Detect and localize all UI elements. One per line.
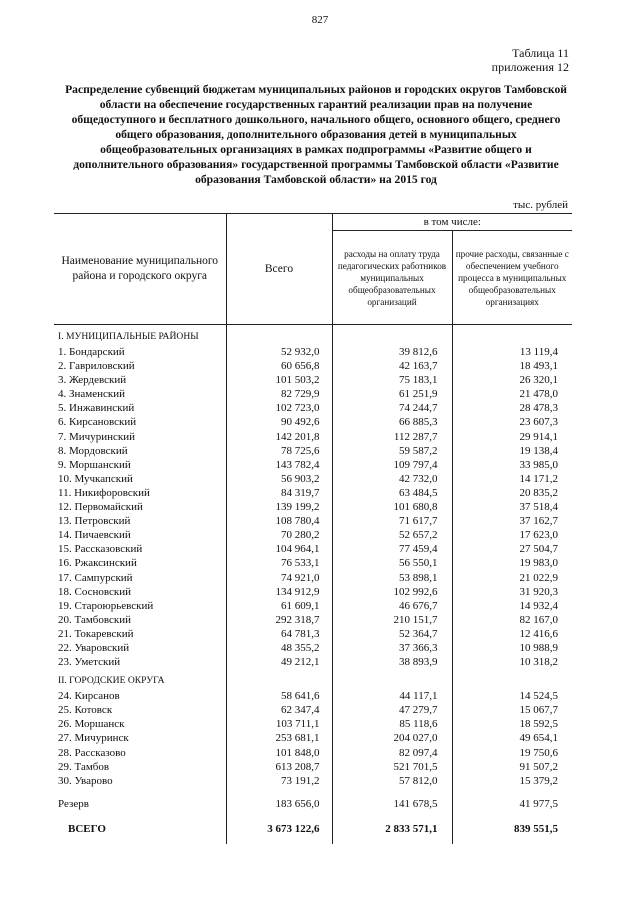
cell-salaries: 42 732,0: [332, 472, 452, 486]
cell-total: 104 964,1: [226, 542, 332, 556]
cell-other: 37 518,4: [519, 501, 558, 514]
cell-total: 70 280,2: [226, 528, 332, 542]
cell-salaries: 42 163,7: [332, 359, 452, 373]
section-title: II. ГОРОДСКИЕ ОКРУГА: [54, 669, 226, 689]
cell-total: 139 199,2: [226, 500, 332, 514]
cell-total: 102 723,0: [226, 401, 332, 415]
cell-name: 12. Первомайский: [54, 500, 226, 514]
header-salaries: расходы на оплату труда педагогических работников муниципальных общеобразовательных организаций: [332, 231, 452, 325]
cell-total: 48 355,2: [226, 641, 332, 655]
table-reference: [492, 46, 569, 74]
cell-other: 28 478,3: [519, 402, 558, 415]
cell-other: 41 977,5: [519, 797, 558, 810]
cell-salaries: 141 678,5: [332, 794, 452, 814]
section-row: [54, 669, 572, 689]
cell-other: 15 067,7: [519, 704, 558, 717]
cell-total: 73 191,2: [226, 774, 332, 788]
cell-name: 24. Кирсанов: [54, 689, 226, 703]
cell-name: 16. Ржаксинский: [54, 556, 226, 570]
header-other: прочие расходы, связанные с обеспечением учебного процесса в муниципальных общеобразовательных организациях: [452, 231, 572, 325]
cell-other: 19 983,0: [519, 557, 558, 570]
cell-salaries: 102 992,6: [332, 585, 452, 599]
table-row: [54, 703, 572, 717]
cell-total: 108 780,4: [226, 514, 332, 528]
cell-total: 84 319,7: [226, 486, 332, 500]
cell-other: 12 416,6: [519, 627, 558, 640]
table-row: [54, 627, 572, 641]
grand-total-row: [54, 814, 572, 844]
table-row: [54, 717, 572, 731]
table-row: [54, 641, 572, 655]
cell-other: 10 988,9: [519, 641, 558, 654]
cell-total: 76 533,1: [226, 556, 332, 570]
table-row: [54, 415, 572, 429]
cell-other: 33 985,0: [519, 458, 558, 471]
table-row: [54, 486, 572, 500]
cell-other: 21 478,0: [519, 388, 558, 401]
table-row: [54, 472, 572, 486]
cell-salaries: 101 680,8: [332, 500, 452, 514]
cell-other: 19 138,4: [519, 444, 558, 457]
table-row: [54, 387, 572, 401]
cell-name: 5. Инжавинский: [54, 401, 226, 415]
cell-total: 101 848,0: [226, 746, 332, 760]
cell-name: 7. Мичуринский: [54, 430, 226, 444]
cell-salaries: 77 459,4: [332, 542, 452, 556]
table-row: [54, 746, 572, 760]
cell-salaries: 112 287,7: [332, 430, 452, 444]
cell-salaries: 71 617,7: [332, 514, 452, 528]
cell-total: 143 782,4: [226, 458, 332, 472]
cell-salaries: 74 244,7: [332, 401, 452, 415]
table-row: [54, 542, 572, 556]
table-row: [54, 571, 572, 585]
cell-salaries: 109 797,4: [332, 458, 452, 472]
cell-salaries: 210 151,7: [332, 613, 452, 627]
cell-other: 839 551,5: [514, 822, 558, 835]
cell-total: 58 641,6: [226, 689, 332, 703]
document-title: Распределение субвенций бюджетам муниципальных районов и городских округов Тамбовской области на обеспечение государственных гарантий реализации прав на получение общедоступного и бесплатного дошкольного, начального общего, основного общего, среднего общего образования, дополнительного образования детей в муниципальных общеобразовательных организациях в рамках подпрограммы «Развитие общего и дополнительного образования» государственной программы Тамбовской области «Развитие образования Тамбовской области» на 2015 год: [65, 83, 567, 186]
table-row: [54, 528, 572, 542]
cell-name: 13. Петровский: [54, 514, 226, 528]
cell-other: 23 607,3: [519, 416, 558, 429]
cell-total: 292 318,7: [226, 613, 332, 627]
cell-other: 49 654,1: [519, 732, 558, 745]
cell-name: 27. Мичуринск: [54, 731, 226, 745]
cell-total: 613 208,7: [226, 760, 332, 774]
cell-name: 17. Сампурский: [54, 571, 226, 585]
cell-other: 91 507,2: [519, 760, 558, 773]
cell-name: ВСЕГО: [54, 814, 226, 844]
cell-other: 19 750,6: [519, 746, 558, 759]
cell-total: 90 492,6: [226, 415, 332, 429]
cell-other: 31 920,3: [519, 585, 558, 598]
table-row: [54, 731, 572, 745]
cell-total: 183 656,0: [226, 794, 332, 814]
page-number: 827: [311, 14, 329, 26]
cell-name: 10. Мучкапский: [54, 472, 226, 486]
cell-other: 15 379,2: [519, 774, 558, 787]
cell-total: 64 781,3: [226, 627, 332, 641]
cell-total: 49 212,1: [226, 655, 332, 669]
cell-salaries: 521 701,5: [332, 760, 452, 774]
cell-total: 60 656,8: [226, 359, 332, 373]
cell-total: 134 912,9: [226, 585, 332, 599]
cell-other: 14 524,5: [519, 690, 558, 703]
cell-other: 14 171,2: [519, 472, 558, 485]
table-row: [54, 444, 572, 458]
header-name: Наименование муниципального района и городского округа: [54, 214, 226, 325]
cell-salaries: 52 364,7: [332, 627, 452, 641]
cell-salaries: 44 117,1: [332, 689, 452, 703]
cell-salaries: 56 550,1: [332, 556, 452, 570]
table-row: [54, 760, 572, 774]
cell-name: Резерв: [54, 794, 226, 814]
cell-name: 20. Тамбовский: [54, 613, 226, 627]
cell-other: 82 167,0: [519, 613, 558, 626]
table-row: [54, 613, 572, 627]
table-row: [54, 514, 572, 528]
cell-salaries: 59 587,2: [332, 444, 452, 458]
subsidy-table: [54, 213, 572, 844]
cell-other: 17 623,0: [519, 529, 558, 542]
section-row: [54, 325, 572, 346]
cell-total: 103 711,1: [226, 717, 332, 731]
cell-other: 18 493,1: [519, 360, 558, 373]
cell-name: 9. Моршанский: [54, 458, 226, 472]
cell-name: 11. Никифоровский: [54, 486, 226, 500]
cell-salaries: 2 833 571,1: [332, 814, 452, 844]
cell-name: 21. Токаревский: [54, 627, 226, 641]
section-title: I. МУНИЦИПАЛЬНЫЕ РАЙОНЫ: [54, 325, 226, 346]
cell-salaries: 46 676,7: [332, 599, 452, 613]
cell-total: 142 201,8: [226, 430, 332, 444]
cell-name: 6. Кирсановский: [54, 415, 226, 429]
cell-total: 101 503,2: [226, 373, 332, 387]
cell-total: 62 347,4: [226, 703, 332, 717]
table-row: [54, 774, 572, 788]
cell-salaries: 61 251,9: [332, 387, 452, 401]
table-row: [54, 585, 572, 599]
cell-name: 18. Сосновский: [54, 585, 226, 599]
cell-other: 14 932,4: [519, 599, 558, 612]
cell-salaries: 47 279,7: [332, 703, 452, 717]
cell-total: 52 932,0: [226, 345, 332, 359]
table-row: [54, 599, 572, 613]
cell-name: 26. Моршанск: [54, 717, 226, 731]
table-row: [54, 500, 572, 514]
cell-salaries: 63 484,5: [332, 486, 452, 500]
cell-salaries: 39 812,6: [332, 345, 452, 359]
cell-salaries: 37 366,3: [332, 641, 452, 655]
cell-name: 29. Тамбов: [54, 760, 226, 774]
cell-name: 8. Мордовский: [54, 444, 226, 458]
cell-other: 27 504,7: [519, 543, 558, 556]
cell-other: 21 022,9: [519, 571, 558, 584]
cell-salaries: 204 027,0: [332, 731, 452, 745]
cell-name: 19. Староюрьевский: [54, 599, 226, 613]
cell-other: 13 119,4: [519, 346, 558, 358]
cell-total: 56 903,2: [226, 472, 332, 486]
cell-name: 14. Пичаевский: [54, 528, 226, 542]
table-row: [54, 345, 572, 359]
cell-salaries: 75 183,1: [332, 373, 452, 387]
reserve-row: [54, 794, 572, 814]
cell-other: 26 320,1: [519, 374, 558, 387]
table-row: [54, 458, 572, 472]
table-row: [54, 359, 572, 373]
table-row: [54, 430, 572, 444]
units-label: тыс. рублей: [513, 199, 568, 211]
cell-name: 23. Уметский: [54, 655, 226, 669]
cell-name: 4. Знаменский: [54, 387, 226, 401]
cell-total: 74 921,0: [226, 571, 332, 585]
header-including: в том числе:: [332, 214, 572, 231]
cell-name: 15. Рассказовский: [54, 542, 226, 556]
cell-other: 20 835,2: [519, 486, 558, 499]
cell-name: 3. Жердевский: [54, 373, 226, 387]
cell-name: 22. Уваровский: [54, 641, 226, 655]
cell-other: 29 914,1: [519, 430, 558, 443]
table-row: [54, 373, 572, 387]
cell-total: 78 725,6: [226, 444, 332, 458]
cell-name: 25. Котовск: [54, 703, 226, 717]
cell-salaries: 38 893,9: [332, 655, 452, 669]
cell-name: 30. Уварово: [54, 774, 226, 788]
header-total: Всего: [226, 214, 332, 325]
cell-other: 18 592,5: [519, 718, 558, 731]
table-row: [54, 689, 572, 703]
cell-name: 1. Бондарский: [54, 345, 226, 359]
table-row: [54, 655, 572, 669]
cell-salaries: 85 118,6: [332, 717, 452, 731]
cell-name: 2. Гавриловский: [54, 359, 226, 373]
table-number: Таблица 11: [512, 46, 569, 60]
cell-other: 37 162,7: [519, 515, 558, 528]
cell-salaries: 53 898,1: [332, 571, 452, 585]
cell-salaries: 52 657,2: [332, 528, 452, 542]
cell-salaries: 66 885,3: [332, 415, 452, 429]
cell-total: 61 609,1: [226, 599, 332, 613]
cell-total: 82 729,9: [226, 387, 332, 401]
table-row: [54, 401, 572, 415]
table-row: [54, 556, 572, 570]
cell-name: 28. Рассказово: [54, 746, 226, 760]
cell-total: 3 673 122,6: [226, 814, 332, 844]
cell-salaries: 82 097,4: [332, 746, 452, 760]
appendix-number: приложения 12: [491, 60, 569, 74]
cell-salaries: 57 812,0: [332, 774, 452, 788]
cell-other: 10 318,2: [519, 656, 558, 669]
cell-total: 253 681,1: [226, 731, 332, 745]
